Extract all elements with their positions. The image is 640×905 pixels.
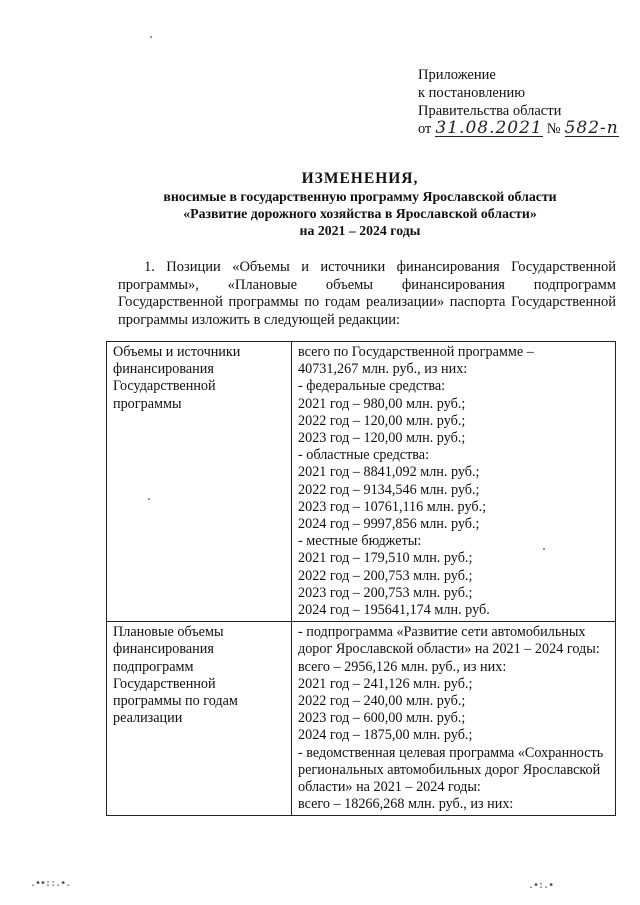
- row-values-subprogram-volumes: [292, 622, 616, 816]
- value-line: 2023 год – 600,00 млн. руб.;: [298, 710, 466, 727]
- annex-line-1: Приложение: [418, 67, 496, 83]
- row-label-subprogram-volumes: Плановые объемы финансирования подпрограмм Государственной программы по годам реализации: [107, 622, 292, 816]
- value-line: 2022 год – 9134,546 млн. руб.;: [298, 481, 480, 498]
- value-line: 2021 год – 8841,092 млн. руб.;: [298, 464, 480, 481]
- table-row: [107, 342, 616, 622]
- annex-line-2: к постановлению: [418, 85, 526, 101]
- intro-text: 1. Позиции «Объемы и источники финансирования Государственной программы», «Плановые объемы финансирования подпрограмм Государственной программы по годам реализации» паспорта Государственной программы изложить в следующей редакции:: [118, 259, 616, 328]
- value-line: 2024 год – 195641,174 млн. руб.: [298, 602, 490, 619]
- value-line: 40731,267 млн. руб., из них:: [298, 361, 468, 378]
- value-line: - местные бюджеты:: [298, 533, 422, 550]
- value-line: 2022 год – 240,00 млн. руб.;: [298, 693, 466, 710]
- scan-speck: [148, 498, 150, 500]
- value-line: всего по Государственной программе –: [298, 344, 534, 360]
- value-line: 2022 год – 120,00 млн. руб.;: [298, 412, 466, 429]
- value-line: 2021 год – 179,510 млн. руб.;: [298, 550, 473, 567]
- row-values-financing-sources: [292, 342, 616, 622]
- document-subtitle-line-2: «Развитие дорожного хозяйства в Ярославской области»: [183, 206, 537, 221]
- scan-speck: [543, 548, 545, 550]
- table-row: [107, 622, 616, 816]
- intro-paragraph: [118, 259, 616, 329]
- value-line: 2021 год – 980,00 млн. руб.;: [298, 395, 466, 412]
- annex-from-prefix: от: [418, 121, 432, 137]
- annex-date-line: [418, 120, 619, 138]
- value-line: 2022 год – 200,753 млн. руб.;: [298, 567, 473, 584]
- row-label-financing-sources: Объемы и источники финансирования Государственной программы: [107, 342, 292, 622]
- value-line: - областные средства:: [298, 447, 430, 464]
- value-line: всего – 18266,268 млн. руб., из них:: [298, 796, 514, 813]
- value-line: 2021 год – 241,126 млн. руб.;: [298, 675, 473, 692]
- annex-number-label: №: [546, 121, 561, 137]
- document-subtitle-line-1: вносимые в государственную программу Ярославской области: [163, 189, 557, 204]
- handwritten-number: 582-п: [564, 118, 619, 138]
- value-line: 2024 год – 1875,00 млн. руб.;: [298, 727, 473, 744]
- value-line: 2023 год – 200,753 млн. руб.;: [298, 584, 473, 601]
- value-line: 2023 год – 10761,116 млн. руб.;: [298, 498, 487, 515]
- annex-line-3: Правительства области: [418, 103, 562, 119]
- document-title: ИЗМЕНЕНИЯ,: [301, 170, 419, 187]
- value-line: всего – 2956,126 млн. руб., из них:: [298, 658, 507, 675]
- value-line: - подпрограмма «Развитие сети автомобильных дорог Ярославской области» на 2021 – 2024 годы:: [298, 624, 600, 658]
- value-line: 2024 год – 9997,856 млн. руб.;: [298, 516, 480, 533]
- value-line: - ведомственная целевая программа «Сохранность региональных автомобильных дорог Ярославской области» на 2021 – 2024 годы:: [298, 744, 604, 796]
- value-line: 2023 год – 120,00 млн. руб.;: [298, 430, 466, 447]
- value-line: - федеральные средства:: [298, 378, 446, 395]
- passport-table: [106, 341, 616, 816]
- document-subtitle-line-3: на 2021 – 2024 годы: [299, 223, 421, 238]
- scan-speck: [150, 36, 152, 38]
- handwritten-date: 31.08.2021: [435, 118, 543, 138]
- scan-artifact: .••::.•.: [30, 878, 71, 889]
- annex-block: [418, 66, 619, 138]
- scan-artifact: .•:.•: [528, 880, 554, 891]
